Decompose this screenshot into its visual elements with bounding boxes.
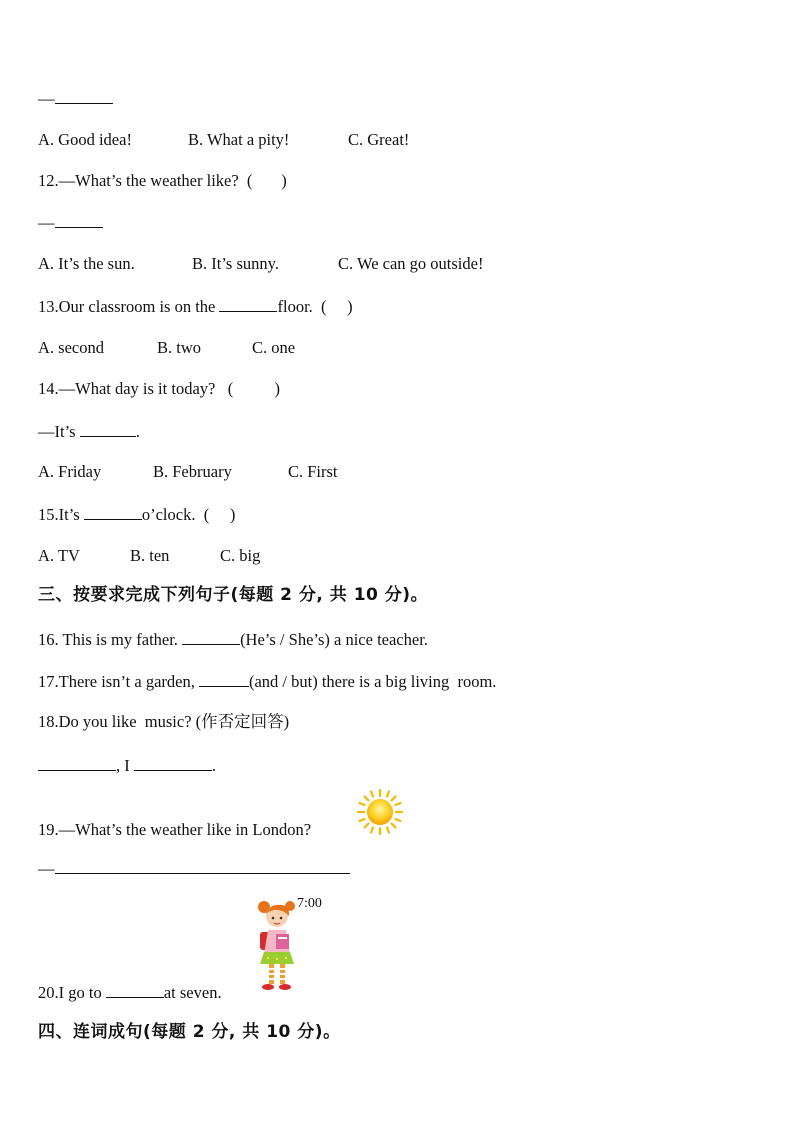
q18-text-mid: , I [116, 756, 134, 775]
q12-option-a: A. It’s the sun. [38, 254, 135, 273]
answer-blank[interactable] [182, 629, 240, 645]
answer-blank[interactable] [55, 88, 113, 104]
q19-question: 19.—What’s the weather like in London? [38, 820, 312, 839]
answer-blank[interactable] [55, 858, 350, 874]
q14-option-a: A. Friday [38, 462, 102, 481]
q14-text-pre: —It’s [38, 422, 80, 441]
q15-text-pre: 15.It’s [38, 505, 84, 524]
q16-question [38, 629, 428, 650]
q12-option-c: C. We can go outside! [338, 254, 484, 273]
answer-blank[interactable] [199, 671, 249, 687]
q16-text-post: (He’s / She’s) a nice teacher. [240, 630, 428, 649]
q17-text-pre: 17.There isn’t a garden, [38, 672, 199, 691]
q14-question: 14.—What day is it today? ( ) [38, 379, 280, 398]
answer-blank[interactable] [38, 755, 116, 771]
dash: — [38, 859, 55, 878]
q12-answer-line [38, 212, 103, 233]
q13-question [38, 296, 353, 317]
q16-text-pre: 16. This is my father. [38, 630, 183, 649]
q18-answer-line [38, 755, 216, 776]
section3-heading: 三、按要求完成下列句子(每题 2 分, 共 10 分)。 [38, 585, 429, 605]
q15-question [38, 504, 235, 525]
answer-blank[interactable] [106, 982, 164, 998]
q12-question: 12.—What’s the weather like? ( ) [38, 171, 287, 190]
q15-option-c: C. big [220, 546, 261, 565]
q11-option-a: A. Good idea! [38, 130, 132, 149]
section4-heading: 四、连词成句(每题 2 分, 共 10 分)。 [38, 1022, 341, 1042]
answer-blank[interactable] [134, 755, 212, 771]
q19-answer-line [38, 858, 350, 879]
answer-blank[interactable] [84, 504, 142, 520]
q11-option-b: B. What a pity! [188, 130, 290, 149]
q15-option-a: A. TV [38, 546, 80, 565]
q13-option-b: B. two [157, 338, 202, 357]
q14-option-c: C. First [288, 462, 338, 481]
sun-icon [356, 788, 404, 836]
q13-text-pre: 13.Our classroom is on the [38, 297, 220, 316]
q13-text-post: floor. ( ) [277, 297, 353, 316]
q13-option-a: A. second [38, 338, 104, 357]
q15-text-post: o’clock. ( ) [141, 505, 236, 524]
answer-blank[interactable] [219, 296, 277, 312]
q20-question [38, 982, 222, 1003]
q20-text-post: at seven. [163, 983, 222, 1002]
answer-blank[interactable] [80, 421, 136, 437]
dash: — [38, 89, 55, 108]
q12-option-b: B. It’s sunny. [192, 254, 279, 273]
q15-option-b: B. ten [130, 546, 170, 565]
q11-answer-line [38, 88, 113, 109]
q17-text-post: (and / but) there is a big living room. [248, 672, 497, 691]
q11-option-c: C. Great! [348, 130, 410, 149]
q13-option-c: C. one [252, 338, 296, 357]
dash: — [38, 213, 55, 232]
q18-text-end: . [211, 756, 216, 775]
q14-text-post: . [135, 422, 140, 441]
q14-option-b: B. February [153, 462, 232, 481]
answer-blank[interactable] [55, 212, 103, 228]
clock-time: 7:00 [297, 896, 322, 911]
q14-answer-line [38, 421, 140, 442]
q18-question: 18.Do you like music? (作否定回答) [38, 712, 290, 731]
q17-question [38, 671, 496, 692]
q20-text-pre: 20.I go to [38, 983, 106, 1002]
girl-with-book-icon [250, 898, 306, 994]
